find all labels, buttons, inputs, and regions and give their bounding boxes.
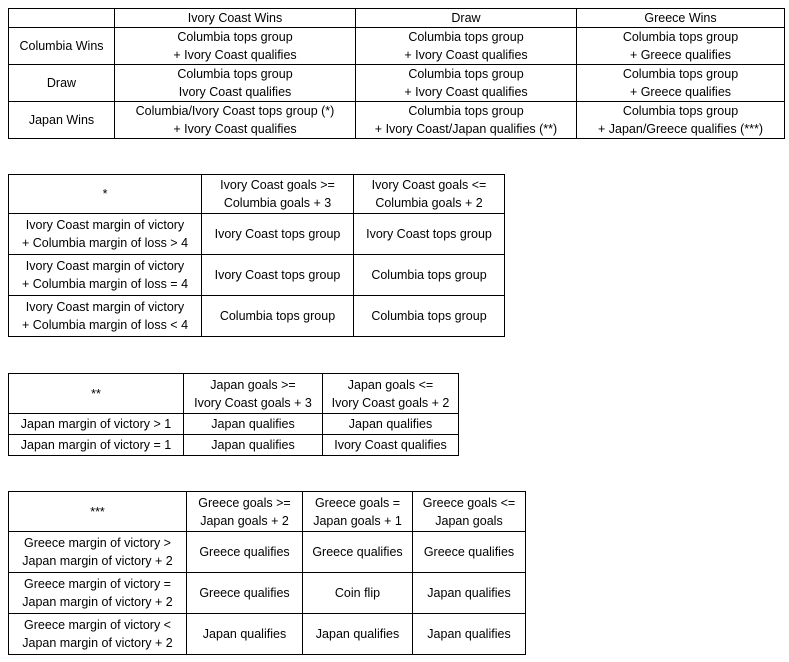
row-header: Japan Wins [9,102,115,139]
table-cell: Columbia tops group [354,255,505,296]
table-row [9,102,785,139]
row-header: Draw [9,65,115,102]
table-cell: Columbia tops group + Greece qualifies [577,28,785,65]
column-header: Japan goals <= Ivory Coast goals + 2 [323,374,459,414]
table-cell: Japan qualifies [184,414,323,435]
table-cell: Japan qualifies [303,614,413,655]
corner-cell [9,9,115,28]
table-row [9,614,526,655]
table-cell: Columbia/Ivory Coast tops group (*) + Ivory Coast qualifies [115,102,356,139]
tiebreak-table-single-star [8,174,505,337]
tiebreak-table-triple-star [8,491,526,655]
table-cell: Japan qualifies [187,614,303,655]
column-header: Ivory Coast Wins [115,9,356,28]
table-header-row [9,374,459,414]
table-cell: Greece qualifies [187,532,303,573]
table-header-row [9,9,785,28]
row-header: Ivory Coast margin of victory + Columbia margin of loss > 4 [9,214,202,255]
table-cell: Japan qualifies [413,614,526,655]
table-cell: Columbia tops group [354,296,505,337]
corner-cell: ** [9,374,184,414]
column-header: Ivory Coast goals >= Columbia goals + 3 [202,175,354,214]
row-header: Ivory Coast margin of victory + Columbia margin of loss = 4 [9,255,202,296]
table-cell: Columbia tops group + Ivory Coast qualifies [115,28,356,65]
table-row [9,532,526,573]
row-header: Japan margin of victory > 1 [9,414,184,435]
column-header: Ivory Coast goals <= Columbia goals + 2 [354,175,505,214]
table-cell: Columbia tops group Ivory Coast qualifies [115,65,356,102]
table-row [9,296,505,337]
outcome-table [8,8,785,139]
row-header: Japan margin of victory = 1 [9,435,184,456]
row-header: Greece margin of victory = Japan margin of victory + 2 [9,573,187,614]
table-cell: Coin flip [303,573,413,614]
column-header: Greece goals <= Japan goals [413,492,526,532]
table-cell: Columbia tops group + Ivory Coast qualifies [356,65,577,102]
table-cell: Ivory Coast tops group [354,214,505,255]
column-header: Greece Wins [577,9,785,28]
table-cell: Ivory Coast qualifies [323,435,459,456]
table-cell: Greece qualifies [303,532,413,573]
table-cell: Columbia tops group + Ivory Coast qualifies [356,28,577,65]
row-header: Greece margin of victory > Japan margin of victory + 2 [9,532,187,573]
table-row [9,214,505,255]
table-cell: Ivory Coast tops group [202,255,354,296]
table-cell: Columbia tops group [202,296,354,337]
table-row [9,414,459,435]
tiebreak-table-double-star [8,373,459,456]
table-row [9,65,785,102]
column-header: Greece goals >= Japan goals + 2 [187,492,303,532]
table-row [9,573,526,614]
table-cell: Greece qualifies [187,573,303,614]
table-cell: Japan qualifies [184,435,323,456]
row-header: Ivory Coast margin of victory + Columbia margin of loss < 4 [9,296,202,337]
table-header-row [9,492,526,532]
column-header: Draw [356,9,577,28]
table-cell: Columbia tops group + Ivory Coast/Japan qualifies (**) [356,102,577,139]
table-cell: Ivory Coast tops group [202,214,354,255]
row-header: Columbia Wins [9,28,115,65]
row-header: Greece margin of victory < Japan margin of victory + 2 [9,614,187,655]
table-cell: Greece qualifies [413,532,526,573]
column-header: Greece goals = Japan goals + 1 [303,492,413,532]
table-row [9,255,505,296]
table-cell: Columbia tops group + Japan/Greece qualifies (***) [577,102,785,139]
table-row [9,435,459,456]
corner-cell: *** [9,492,187,532]
table-cell: Japan qualifies [323,414,459,435]
corner-cell: * [9,175,202,214]
table-row [9,28,785,65]
table-cell: Japan qualifies [413,573,526,614]
table-header-row [9,175,505,214]
column-header: Japan goals >= Ivory Coast goals + 3 [184,374,323,414]
table-cell: Columbia tops group + Greece qualifies [577,65,785,102]
